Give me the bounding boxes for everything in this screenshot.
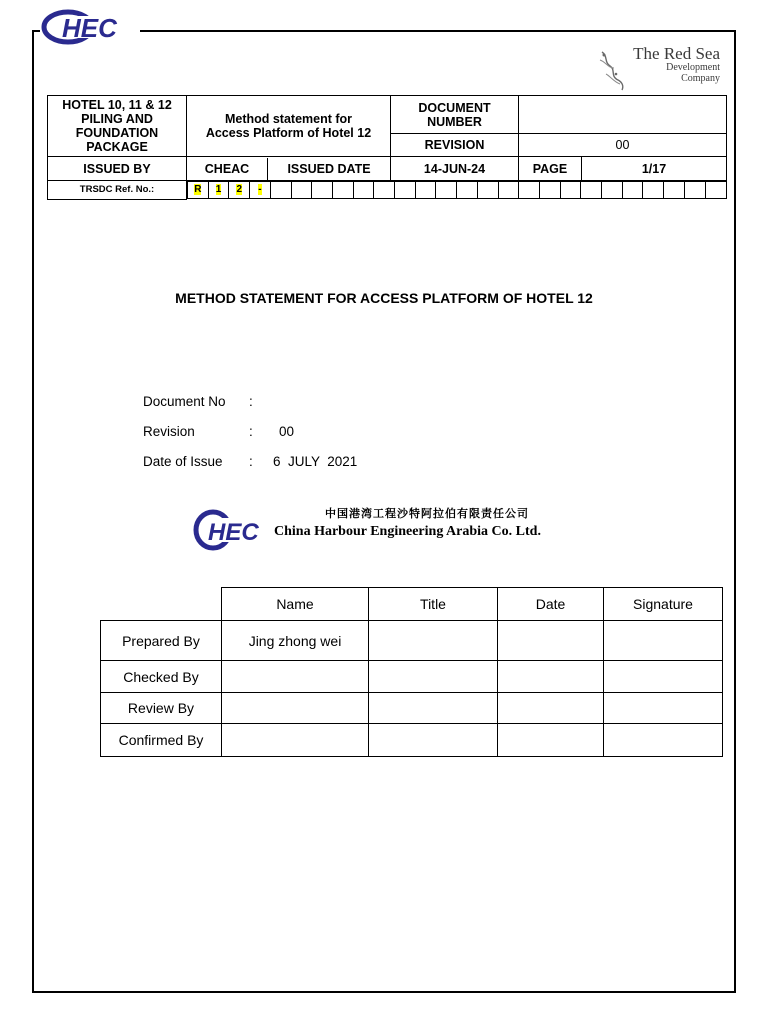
row-title (369, 724, 498, 757)
package-cell (48, 96, 187, 157)
trsdc-ref-cell (250, 182, 271, 199)
trsdc-ref-cell (498, 182, 519, 199)
row-date (498, 621, 604, 661)
trsdc-ref-cell (374, 182, 395, 199)
trsdc-ref-cell (581, 182, 602, 199)
revision-label: REVISION (391, 134, 519, 157)
row-name (222, 724, 369, 757)
header-name: Name (222, 588, 369, 621)
row-title (369, 661, 498, 693)
row-role: Confirmed By (101, 724, 222, 757)
row-role: Prepared By (101, 621, 222, 661)
main-title: METHOD STATEMENT FOR ACCESS PLATFORM OF HOTEL 12 (175, 290, 593, 306)
row-signature (604, 661, 723, 693)
trsdc-ref-cell (684, 182, 705, 199)
trsdc-ref-char: - (258, 184, 262, 195)
header-date: Date (498, 588, 604, 621)
trsdc-ref-cell (229, 182, 250, 199)
trsdc-ref-cell (208, 182, 229, 199)
chec-logo-middle (193, 508, 265, 552)
revision-info-label: Revision (143, 424, 195, 439)
chec-logo-top (40, 8, 140, 46)
trsdc-ref-cell (519, 182, 540, 199)
date-of-issue-value: 6 JULY 2021 (273, 454, 358, 469)
revision-info-value: 00 (279, 424, 295, 439)
package-line-4: PACKAGE (86, 140, 148, 154)
issued-date-label: ISSUED DATE (287, 161, 371, 176)
trsdc-ref-cell (705, 182, 726, 199)
chec-logo-middle-icon (193, 508, 265, 552)
row-signature (604, 693, 723, 724)
table-row (101, 693, 723, 724)
trsdc-ref-cell (622, 182, 643, 199)
svg-text:HEC: HEC (208, 519, 259, 546)
package-line-1: HOTEL 10, 11 & 12 (62, 98, 172, 112)
header-title: Title (369, 588, 498, 621)
trsdc-ref-cell (395, 182, 416, 199)
row-role: Review By (101, 693, 222, 724)
trsdc-ref-cell (312, 182, 333, 199)
red-sea-logo (598, 42, 720, 92)
doc-number-label (391, 96, 519, 134)
trsdc-ref-char: R (194, 184, 202, 195)
trsdc-ref-cell (436, 182, 457, 199)
trsdc-ref-cell (291, 182, 312, 199)
document-header-table (47, 95, 727, 200)
trsdc-ref-cell (602, 182, 623, 199)
svg-text:HEC: HEC (62, 13, 117, 43)
trsdc-ref-cell (415, 182, 436, 199)
trsdc-ref-cell (477, 182, 498, 199)
row-date (498, 693, 604, 724)
trsdc-ref-cell (332, 182, 353, 199)
row-date (498, 724, 604, 757)
revision-colon: : (249, 424, 253, 439)
date-of-issue-label: Date of Issue (143, 454, 223, 469)
trsdc-ref-cell (188, 182, 209, 199)
red-sea-title: The Red Sea (633, 44, 720, 63)
row-date (498, 661, 604, 693)
trsdc-ref-char: 2 (236, 184, 243, 195)
corner-cell (101, 588, 222, 621)
row-name (222, 693, 369, 724)
revision-value: 00 (519, 134, 727, 157)
trsdc-ref-cell (560, 182, 581, 199)
document-title-cell (187, 96, 391, 157)
red-sea-subtitle-2: Company (681, 73, 720, 84)
issued-by-label: ISSUED BY (48, 157, 187, 181)
red-sea-subtitle-1: Development (666, 62, 720, 73)
title-line-2: Access Platform of Hotel 12 (205, 126, 372, 140)
issued-by-value: CHEAC (187, 158, 268, 180)
doc-number-value (519, 96, 727, 134)
issued-date-value: 14-JUN-24 (391, 157, 519, 181)
table-row (101, 724, 723, 757)
table-row (101, 661, 723, 693)
doc-no-colon: : (249, 394, 253, 409)
trsdc-ref-cell (539, 182, 560, 199)
row-signature (604, 724, 723, 757)
trsdc-ref-cell (664, 182, 685, 199)
trsdc-ref-cells (187, 181, 727, 200)
header-signature: Signature (604, 588, 723, 621)
signature-table (100, 587, 723, 757)
title-line-1: Method statement for (224, 112, 353, 126)
row-signature (604, 621, 723, 661)
trsdc-ref-cell (643, 182, 664, 199)
trsdc-ref-table (187, 181, 727, 199)
trsdc-ref-cell (353, 182, 374, 199)
doc-number-label-line-2: NUMBER (427, 114, 482, 129)
trsdc-ref-char: 1 (215, 184, 222, 195)
package-line-2: PILING AND (81, 112, 153, 126)
page-label: PAGE (519, 157, 582, 181)
row-role: Checked By (101, 661, 222, 693)
company-chinese-name: 中国港湾工程沙特阿拉伯有限责任公司 (325, 508, 529, 520)
company-english-name: China Harbour Engineering Arabia Co. Ltd. (274, 524, 541, 539)
doc-no-label: Document No (143, 394, 226, 409)
row-title (369, 621, 498, 661)
table-row (101, 621, 723, 661)
doc-number-label-line-1: DOCUMENT (418, 100, 491, 115)
trsdc-ref-cell (270, 182, 291, 199)
page-value: 1/17 (582, 157, 727, 181)
trsdc-label: TRSDC Ref. No.: (48, 181, 187, 200)
row-name: Jing zhong wei (222, 621, 369, 661)
package-line-3: FOUNDATION (75, 126, 159, 140)
date-colon: : (249, 454, 253, 469)
trsdc-ref-cell (457, 182, 478, 199)
row-name (222, 661, 369, 693)
chec-logo-icon (40, 8, 140, 46)
row-title (369, 693, 498, 724)
